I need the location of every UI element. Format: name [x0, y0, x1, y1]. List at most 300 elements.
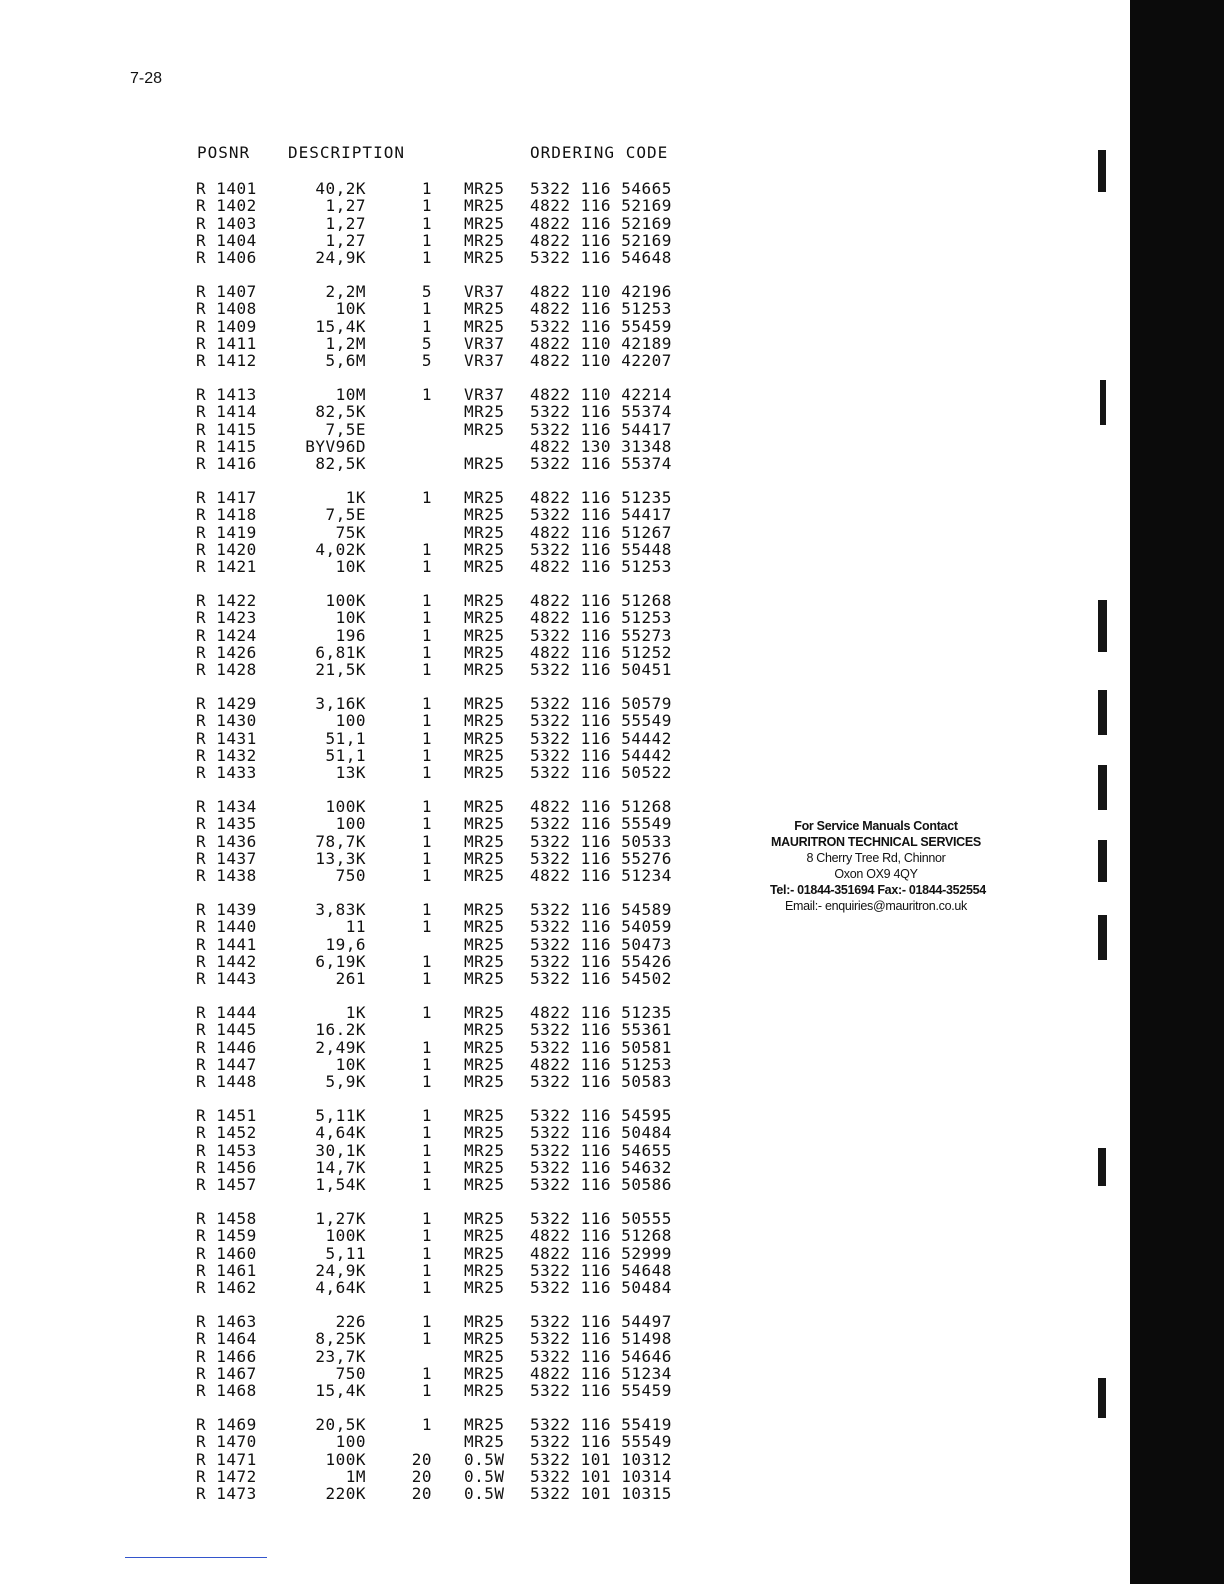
cell-ordering-code: 5322 116 55549 [530, 1432, 672, 1452]
header-ordering-code: ORDERING CODE [530, 143, 669, 162]
cell-value: 100 [335, 814, 366, 834]
cell-type: MR25 [464, 763, 505, 783]
cell-posnr: R 1469 [196, 1415, 257, 1434]
table-row [0, 661, 800, 678]
row-group [0, 489, 800, 592]
cell-value: 3,83K [315, 900, 366, 919]
cell-value: 24,9K [315, 1260, 366, 1280]
cell-qty: 1 [421, 728, 432, 748]
cell-ordering-code: 5322 116 50522 [530, 763, 672, 783]
table-row [0, 953, 800, 970]
cell-qty: 1 [421, 1363, 432, 1383]
cell-posnr: R 1428 [196, 660, 257, 680]
cell-type: MR25 [464, 917, 505, 937]
cell-type: MR25 [464, 230, 505, 250]
table-row [0, 1433, 800, 1450]
cell-posnr: R 1463 [196, 1312, 257, 1331]
table-row [0, 695, 800, 712]
row-group [0, 592, 800, 695]
cell-posnr: R 1426 [196, 642, 257, 662]
table-row [0, 1245, 800, 1262]
cell-value: 1,27 [325, 196, 366, 216]
table-row [0, 815, 800, 832]
table-row [0, 558, 800, 575]
cell-posnr: R 1401 [196, 179, 257, 198]
cell-posnr: R 1445 [196, 1020, 257, 1040]
table-row [0, 1176, 800, 1193]
cell-type: MR25 [464, 711, 505, 731]
cell-type: MR25 [464, 196, 505, 216]
cell-value: 10K [335, 557, 366, 577]
cell-value: 5,11 [325, 1243, 366, 1263]
cell-qty: 1 [421, 900, 432, 919]
cell-type: 0.5W [464, 1484, 505, 1504]
cell-ordering-code: 5322 116 55374 [530, 402, 672, 422]
cell-posnr: R 1459 [196, 1226, 257, 1246]
cell-qty: 1 [421, 1312, 432, 1331]
cell-ordering-code: 4822 110 42189 [530, 333, 672, 353]
cell-value: 220K [325, 1484, 366, 1504]
cell-posnr: R 1453 [196, 1140, 257, 1160]
cell-value: 100K [325, 1226, 366, 1246]
cell-value: 82,5K [315, 402, 366, 422]
table-row [0, 1262, 800, 1279]
cell-ordering-code: 5322 116 55459 [530, 1381, 672, 1401]
cell-value: 30,1K [315, 1140, 366, 1160]
cell-ordering-code: 4822 116 51235 [530, 1003, 672, 1022]
cell-type: MR25 [464, 1226, 505, 1246]
cell-value: 750 [335, 866, 366, 886]
cell-posnr: R 1402 [196, 196, 257, 216]
cell-value: 14,7K [315, 1157, 366, 1177]
cell-value: 16.2K [315, 1020, 366, 1040]
cell-qty: 1 [421, 917, 432, 937]
cell-type: MR25 [464, 1003, 505, 1022]
table-row [0, 1330, 800, 1347]
cell-ordering-code: 4822 116 51268 [530, 1226, 672, 1246]
cell-qty: 1 [421, 1037, 432, 1057]
cell-posnr: R 1408 [196, 299, 257, 319]
cell-qty: 1 [421, 1415, 432, 1434]
table-row [0, 386, 800, 403]
cell-ordering-code: 4822 116 51253 [530, 557, 672, 577]
cell-value: 75K [335, 522, 366, 542]
cell-posnr: R 1460 [196, 1243, 257, 1263]
cell-ordering-code: 5322 101 10314 [530, 1466, 672, 1486]
cell-qty: 1 [421, 1140, 432, 1160]
cell-qty: 5 [421, 351, 432, 371]
table-row [0, 1004, 800, 1021]
footnote-rule [125, 1557, 267, 1558]
cell-qty: 1 [421, 694, 432, 713]
cell-qty: 1 [421, 1329, 432, 1349]
cell-type: MR25 [464, 1432, 505, 1452]
cell-type: VR37 [464, 351, 505, 371]
cell-posnr: R 1446 [196, 1037, 257, 1057]
service-contact-block [770, 818, 986, 914]
cell-type: MR25 [464, 1415, 505, 1434]
row-group [0, 1210, 800, 1313]
cell-value: 750 [335, 1363, 366, 1383]
cell-value: 8,25K [315, 1329, 366, 1349]
cell-posnr: R 1447 [196, 1054, 257, 1074]
cell-type: MR25 [464, 866, 505, 886]
cell-ordering-code: 4822 116 51253 [530, 608, 672, 628]
cell-value: 11 [345, 917, 366, 937]
table-row [0, 918, 800, 935]
cell-ordering-code: 5322 116 55273 [530, 625, 672, 645]
cell-type: MR25 [464, 660, 505, 680]
cell-ordering-code: 4822 130 31348 [530, 436, 672, 456]
cell-posnr: R 1443 [196, 969, 257, 989]
cell-ordering-code: 5322 116 54595 [530, 1106, 672, 1125]
cell-type: MR25 [464, 934, 505, 954]
cell-value: 2,2M [325, 282, 366, 301]
cell-ordering-code: 4822 116 52169 [530, 213, 672, 233]
cell-type: MR25 [464, 454, 505, 474]
cell-ordering-code: 4822 116 51252 [530, 642, 672, 662]
table-row [0, 249, 800, 266]
cell-ordering-code: 4822 116 51253 [530, 1054, 672, 1074]
cell-type: MR25 [464, 831, 505, 851]
cell-ordering-code: 4822 110 42207 [530, 351, 672, 371]
cell-value: 15,4K [315, 1381, 366, 1401]
cell-ordering-code: 5322 116 50473 [530, 934, 672, 954]
table-row [0, 1073, 800, 1090]
contact-address-street: 8 Cherry Tree Rd, Chinnor [806, 851, 946, 865]
cell-qty: 1 [421, 488, 432, 507]
cell-value: 19,6 [325, 934, 366, 954]
cell-type: MR25 [464, 1020, 505, 1040]
cell-posnr: R 1422 [196, 591, 257, 610]
cell-posnr: R 1464 [196, 1329, 257, 1349]
table-row [0, 1313, 800, 1330]
table-row [0, 1142, 800, 1159]
cell-posnr: R 1416 [196, 454, 257, 474]
cell-type: MR25 [464, 316, 505, 336]
cell-type: MR25 [464, 797, 505, 816]
cell-qty: 1 [421, 1209, 432, 1228]
cell-type: MR25 [464, 1243, 505, 1263]
cell-value: 100K [325, 797, 366, 816]
cell-type: MR25 [464, 1123, 505, 1143]
cell-qty: 1 [421, 248, 432, 268]
cell-posnr: R 1470 [196, 1432, 257, 1452]
table-row [0, 798, 800, 815]
cell-type: MR25 [464, 951, 505, 971]
cell-posnr: R 1434 [196, 797, 257, 816]
table-row [0, 180, 800, 197]
cell-type: MR25 [464, 625, 505, 645]
cell-value: 100K [325, 591, 366, 610]
row-group [0, 1107, 800, 1210]
table-row [0, 403, 800, 420]
cell-type: MR25 [464, 969, 505, 989]
row-group [0, 180, 800, 283]
cell-posnr: R 1462 [196, 1278, 257, 1298]
cell-ordering-code: 5322 116 54442 [530, 745, 672, 765]
table-row [0, 730, 800, 747]
cell-ordering-code: 5322 116 54497 [530, 1312, 672, 1331]
table-row [0, 506, 800, 523]
cell-ordering-code: 5322 116 55448 [530, 539, 672, 559]
cell-qty: 20 [411, 1466, 432, 1486]
table-row [0, 592, 800, 609]
cell-type: MR25 [464, 1209, 505, 1228]
cell-value: 78,7K [315, 831, 366, 851]
cell-value: 1,54K [315, 1175, 366, 1195]
cell-qty: 1 [421, 660, 432, 680]
cell-type: MR25 [464, 248, 505, 268]
cell-value: 1,2M [325, 333, 366, 353]
cell-ordering-code: 4822 116 52169 [530, 230, 672, 250]
cell-qty: 1 [421, 625, 432, 645]
cell-qty: 1 [421, 1123, 432, 1143]
row-group [0, 1004, 800, 1107]
cell-value: 7,5E [325, 505, 366, 525]
cell-ordering-code: 5322 116 55374 [530, 454, 672, 474]
cell-posnr: R 1467 [196, 1363, 257, 1383]
cell-qty: 1 [421, 711, 432, 731]
cell-ordering-code: 5322 116 54417 [530, 505, 672, 525]
cell-type: MR25 [464, 848, 505, 868]
cell-ordering-code: 5322 116 54646 [530, 1346, 672, 1366]
cell-posnr: R 1452 [196, 1123, 257, 1143]
cell-posnr: R 1419 [196, 522, 257, 542]
cell-type: MR25 [464, 900, 505, 919]
table-row [0, 352, 800, 369]
cell-value: 21,5K [315, 660, 366, 680]
cell-qty: 1 [421, 557, 432, 577]
cell-ordering-code: 4822 116 51235 [530, 488, 672, 507]
scan-edge-marks [1090, 0, 1120, 1584]
cell-ordering-code: 5322 116 54665 [530, 179, 672, 198]
cell-posnr: R 1441 [196, 934, 257, 954]
cell-ordering-code: 4822 116 51268 [530, 591, 672, 610]
table-row [0, 1416, 800, 1433]
cell-ordering-code: 4822 116 51268 [530, 797, 672, 816]
cell-ordering-code: 5322 116 50533 [530, 831, 672, 851]
cell-posnr: R 1421 [196, 557, 257, 577]
table-row [0, 1468, 800, 1485]
cell-value: 1,27 [325, 213, 366, 233]
cell-posnr: R 1420 [196, 539, 257, 559]
cell-ordering-code: 5322 116 50484 [530, 1278, 672, 1298]
cell-type: 0.5W [464, 1466, 505, 1486]
cell-type: MR25 [464, 1054, 505, 1074]
contact-address-town: Oxon OX9 4QY [834, 867, 918, 881]
cell-ordering-code: 4822 116 51234 [530, 1363, 672, 1383]
cell-type: MR25 [464, 1381, 505, 1401]
cell-type: MR25 [464, 1312, 505, 1331]
row-group [0, 283, 800, 386]
cell-type: MR25 [464, 1106, 505, 1125]
cell-qty: 1 [421, 969, 432, 989]
table-row [0, 712, 800, 729]
cell-posnr: R 1413 [196, 385, 257, 404]
cell-ordering-code: 5322 116 50581 [530, 1037, 672, 1057]
cell-ordering-code: 5322 116 54502 [530, 969, 672, 989]
contact-phone-fax: Tel:- 01844-351694 Fax:- 01844-352554 [770, 883, 986, 897]
cell-value: 82,5K [315, 454, 366, 474]
cell-posnr: R 1456 [196, 1157, 257, 1177]
table-row [0, 644, 800, 661]
cell-type: MR25 [464, 557, 505, 577]
table-row [0, 936, 800, 953]
cell-ordering-code: 5322 116 54648 [530, 248, 672, 268]
cell-posnr: R 1435 [196, 814, 257, 834]
cell-type: MR25 [464, 402, 505, 422]
cell-posnr: R 1444 [196, 1003, 257, 1022]
cell-posnr: R 1418 [196, 505, 257, 525]
cell-value: 4,64K [315, 1123, 366, 1143]
cell-qty: 1 [421, 591, 432, 610]
table-row [0, 1056, 800, 1073]
cell-ordering-code: 5322 116 54655 [530, 1140, 672, 1160]
cell-qty: 1 [421, 1381, 432, 1401]
cell-posnr: R 1415 [196, 436, 257, 456]
cell-qty: 1 [421, 299, 432, 319]
cell-ordering-code: 4822 116 52169 [530, 196, 672, 216]
cell-type: VR37 [464, 333, 505, 353]
cell-qty: 1 [421, 213, 432, 233]
table-row [0, 747, 800, 764]
cell-qty: 1 [421, 763, 432, 783]
table-row [0, 1021, 800, 1038]
cell-value: 100K [325, 1449, 366, 1469]
cell-value: 10K [335, 1054, 366, 1074]
table-row [0, 1365, 800, 1382]
cell-ordering-code: 4822 116 51253 [530, 299, 672, 319]
cell-type: MR25 [464, 814, 505, 834]
cell-type: MR25 [464, 488, 505, 507]
cell-ordering-code: 5322 116 55549 [530, 711, 672, 731]
cell-posnr: R 1461 [196, 1260, 257, 1280]
cell-posnr: R 1417 [196, 488, 257, 507]
table-row [0, 1210, 800, 1227]
cell-type: MR25 [464, 1037, 505, 1057]
cell-type: MR25 [464, 1278, 505, 1298]
cell-qty: 1 [421, 745, 432, 765]
cell-qty: 1 [421, 316, 432, 336]
cell-type: MR25 [464, 1346, 505, 1366]
table-row [0, 1227, 800, 1244]
cell-posnr: R 1433 [196, 763, 257, 783]
cell-value: 23,7K [315, 1346, 366, 1366]
cell-value: 196 [335, 625, 366, 645]
cell-value: 51,1 [325, 745, 366, 765]
table-row [0, 1159, 800, 1176]
cell-qty: 1 [421, 797, 432, 816]
cell-posnr: R 1430 [196, 711, 257, 731]
cell-posnr: R 1440 [196, 917, 257, 937]
cell-type: MR25 [464, 642, 505, 662]
cell-posnr: R 1436 [196, 831, 257, 851]
table-row [0, 970, 800, 987]
cell-value: 15,4K [315, 316, 366, 336]
cell-posnr: R 1414 [196, 402, 257, 422]
cell-qty: 1 [421, 385, 432, 404]
cell-ordering-code: 5322 116 55276 [530, 848, 672, 868]
cell-ordering-code: 5322 116 51498 [530, 1329, 672, 1349]
cell-qty: 1 [421, 196, 432, 216]
row-group [0, 798, 800, 901]
cell-ordering-code: 4822 116 52999 [530, 1243, 672, 1263]
cell-posnr: R 1457 [196, 1175, 257, 1195]
cell-qty: 1 [421, 1072, 432, 1092]
cell-value: 13,3K [315, 848, 366, 868]
table-row [0, 1382, 800, 1399]
table-row [0, 318, 800, 335]
cell-value: 13K [335, 763, 366, 783]
cell-posnr: R 1407 [196, 282, 257, 301]
cell-posnr: R 1409 [196, 316, 257, 336]
cell-value: 5,9K [325, 1072, 366, 1092]
cell-type: MR25 [464, 419, 505, 439]
table-row [0, 215, 800, 232]
table-row [0, 867, 800, 884]
table-row [0, 1279, 800, 1296]
cell-ordering-code: 5322 116 55419 [530, 1415, 672, 1434]
cell-ordering-code: 5322 116 55361 [530, 1020, 672, 1040]
cell-posnr: R 1406 [196, 248, 257, 268]
table-row [0, 283, 800, 300]
cell-type: MR25 [464, 1072, 505, 1092]
cell-type: VR37 [464, 385, 505, 404]
cell-qty: 1 [421, 1226, 432, 1246]
cell-ordering-code: 5322 116 50555 [530, 1209, 672, 1228]
cell-qty: 1 [421, 1157, 432, 1177]
cell-value: 4,02K [315, 539, 366, 559]
cell-type: MR25 [464, 505, 505, 525]
cell-type: MR25 [464, 1260, 505, 1280]
cell-type: MR25 [464, 213, 505, 233]
cell-qty: 5 [421, 282, 432, 301]
cell-ordering-code: 5322 101 10312 [530, 1449, 672, 1469]
table-row [0, 850, 800, 867]
table-row [0, 1348, 800, 1365]
cell-qty: 1 [421, 1243, 432, 1263]
table-row [0, 421, 800, 438]
contact-line-1: For Service Manuals Contact [794, 819, 958, 833]
table-row [0, 1485, 800, 1502]
row-group [0, 1313, 800, 1416]
scan-black-edge [1130, 0, 1224, 1584]
cell-posnr: R 1423 [196, 608, 257, 628]
cell-type: MR25 [464, 299, 505, 319]
cell-value: 1,27 [325, 230, 366, 250]
table-row [0, 541, 800, 558]
cell-value: 51,1 [325, 728, 366, 748]
cell-type: MR25 [464, 522, 505, 542]
cell-value: 4,64K [315, 1278, 366, 1298]
cell-posnr: R 1439 [196, 900, 257, 919]
table-row [0, 524, 800, 541]
cell-value: 2,49K [315, 1037, 366, 1057]
header-posnr: POSNR [197, 143, 251, 162]
cell-value: 6,19K [315, 951, 366, 971]
table-row [0, 455, 800, 472]
cell-qty: 20 [411, 1484, 432, 1504]
cell-posnr: R 1442 [196, 951, 257, 971]
row-group [0, 695, 800, 798]
cell-ordering-code: 5322 116 50484 [530, 1123, 672, 1143]
cell-posnr: R 1438 [196, 866, 257, 886]
cell-posnr: R 1473 [196, 1484, 257, 1504]
contact-company: MAURITRON TECHNICAL SERVICES [771, 835, 981, 849]
cell-qty: 1 [421, 608, 432, 628]
cell-ordering-code: 4822 110 42196 [530, 282, 672, 301]
